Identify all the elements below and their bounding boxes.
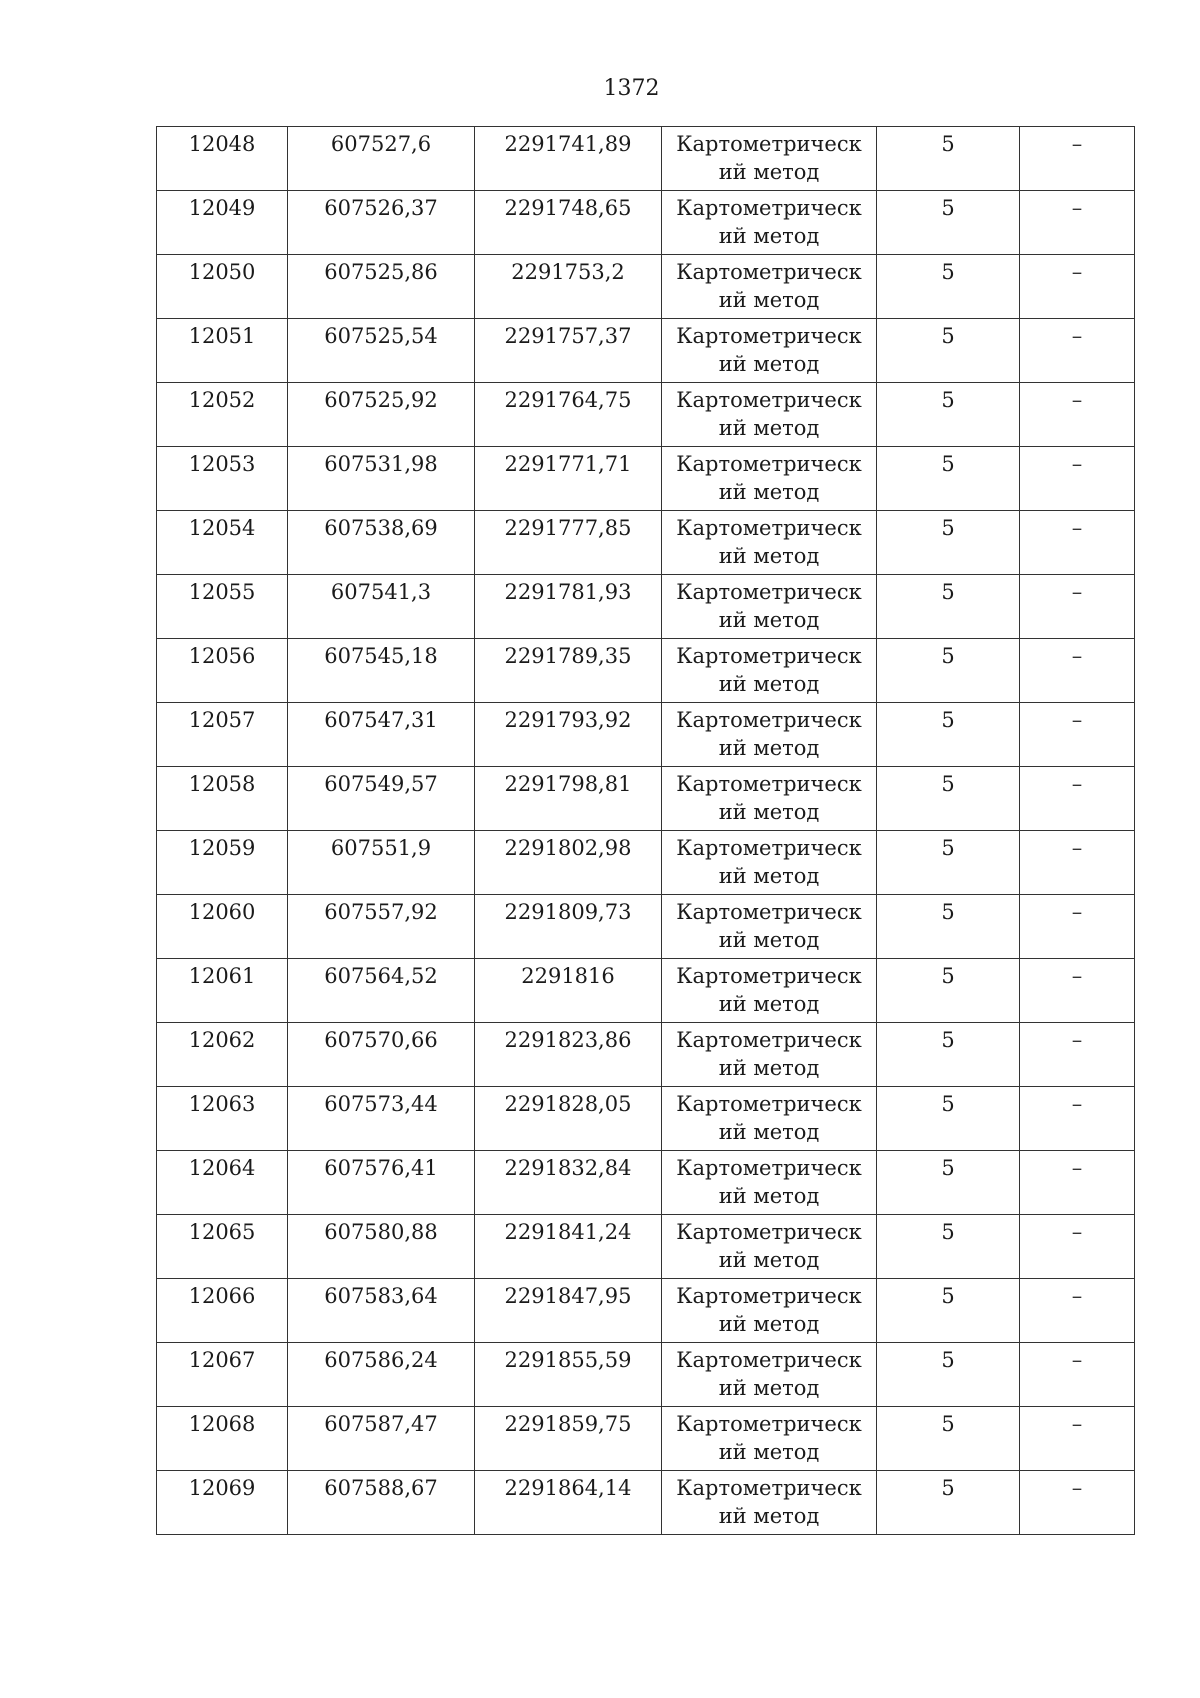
method-cell bbox=[662, 703, 877, 767]
method-text: Картометрический метод bbox=[676, 836, 862, 888]
accuracy-cell: 5 bbox=[877, 1151, 1020, 1215]
table-row bbox=[157, 511, 1135, 575]
description-cell: – bbox=[1020, 191, 1135, 255]
accuracy-cell: 5 bbox=[877, 1343, 1020, 1407]
table-row bbox=[157, 959, 1135, 1023]
method-cell bbox=[662, 767, 877, 831]
coordinate-x-cell: 607538,69 bbox=[288, 511, 475, 575]
accuracy-cell: 5 bbox=[877, 1023, 1020, 1087]
method-text: Картометрический метод bbox=[676, 1348, 862, 1400]
coordinate-y-cell: 2291798,81 bbox=[475, 767, 662, 831]
method-text: Картометрический метод bbox=[676, 324, 862, 376]
coordinate-x-cell: 607545,18 bbox=[288, 639, 475, 703]
description-cell: – bbox=[1020, 127, 1135, 191]
point-number-cell: 12054 bbox=[157, 511, 288, 575]
accuracy-cell: 5 bbox=[877, 703, 1020, 767]
table-row bbox=[157, 1407, 1135, 1471]
table-row bbox=[157, 319, 1135, 383]
method-cell bbox=[662, 831, 877, 895]
method-cell bbox=[662, 1343, 877, 1407]
accuracy-cell: 5 bbox=[877, 319, 1020, 383]
description-cell: – bbox=[1020, 959, 1135, 1023]
coordinate-x-cell: 607525,54 bbox=[288, 319, 475, 383]
coordinate-y-cell: 2291741,89 bbox=[475, 127, 662, 191]
description-cell: – bbox=[1020, 1407, 1135, 1471]
coordinate-x-cell: 607576,41 bbox=[288, 1151, 475, 1215]
method-text: Картометрический метод bbox=[676, 132, 862, 184]
coordinate-y-cell: 2291809,73 bbox=[475, 895, 662, 959]
coordinate-y-cell: 2291832,84 bbox=[475, 1151, 662, 1215]
method-text: Картометрический метод bbox=[676, 260, 862, 312]
coordinate-x-cell: 607551,9 bbox=[288, 831, 475, 895]
coordinate-x-cell: 607573,44 bbox=[288, 1087, 475, 1151]
coordinate-x-cell: 607587,47 bbox=[288, 1407, 475, 1471]
description-cell: – bbox=[1020, 1023, 1135, 1087]
table-row bbox=[157, 703, 1135, 767]
coordinate-x-cell: 607564,52 bbox=[288, 959, 475, 1023]
table-row bbox=[157, 831, 1135, 895]
description-cell: – bbox=[1020, 639, 1135, 703]
method-cell bbox=[662, 575, 877, 639]
method-cell bbox=[662, 447, 877, 511]
table-row bbox=[157, 895, 1135, 959]
coordinate-y-cell: 2291793,92 bbox=[475, 703, 662, 767]
point-number-cell: 12057 bbox=[157, 703, 288, 767]
table-row bbox=[157, 1215, 1135, 1279]
coordinate-y-cell: 2291789,35 bbox=[475, 639, 662, 703]
method-text: Картометрический метод bbox=[676, 1284, 862, 1336]
coordinates-table-body bbox=[157, 127, 1135, 1535]
method-cell bbox=[662, 895, 877, 959]
point-number-cell: 12060 bbox=[157, 895, 288, 959]
coordinate-x-cell: 607541,3 bbox=[288, 575, 475, 639]
description-cell: – bbox=[1020, 1087, 1135, 1151]
point-number-cell: 12050 bbox=[157, 255, 288, 319]
accuracy-cell: 5 bbox=[877, 383, 1020, 447]
method-text: Картометрический метод bbox=[676, 1156, 862, 1208]
method-cell bbox=[662, 1023, 877, 1087]
description-cell: – bbox=[1020, 575, 1135, 639]
coordinate-y-cell: 2291855,59 bbox=[475, 1343, 662, 1407]
description-cell: – bbox=[1020, 319, 1135, 383]
method-text: Картометрический метод bbox=[676, 964, 862, 1016]
accuracy-cell: 5 bbox=[877, 831, 1020, 895]
table-row bbox=[157, 127, 1135, 191]
point-number-cell: 12052 bbox=[157, 383, 288, 447]
method-text: Картометрический метод bbox=[676, 708, 862, 760]
method-cell bbox=[662, 1087, 877, 1151]
point-number-cell: 12065 bbox=[157, 1215, 288, 1279]
point-number-cell: 12048 bbox=[157, 127, 288, 191]
page-number: 1372 bbox=[603, 76, 660, 101]
accuracy-cell: 5 bbox=[877, 639, 1020, 703]
method-text: Картометрический метод bbox=[676, 196, 862, 248]
description-cell: – bbox=[1020, 1151, 1135, 1215]
method-text: Картометрический метод bbox=[676, 516, 862, 568]
method-cell bbox=[662, 1471, 877, 1535]
table-row bbox=[157, 1471, 1135, 1535]
method-text: Картометрический метод bbox=[676, 452, 862, 504]
description-cell: – bbox=[1020, 511, 1135, 575]
accuracy-cell: 5 bbox=[877, 575, 1020, 639]
description-cell: – bbox=[1020, 1343, 1135, 1407]
method-text: Картометрический метод bbox=[676, 388, 862, 440]
coordinate-y-cell: 2291841,24 bbox=[475, 1215, 662, 1279]
method-text: Картометрический метод bbox=[676, 644, 862, 696]
coordinate-x-cell: 607570,66 bbox=[288, 1023, 475, 1087]
description-cell: – bbox=[1020, 1279, 1135, 1343]
coordinate-y-cell: 2291847,95 bbox=[475, 1279, 662, 1343]
description-cell: – bbox=[1020, 447, 1135, 511]
coordinate-x-cell: 607527,6 bbox=[288, 127, 475, 191]
coordinate-y-cell: 2291859,75 bbox=[475, 1407, 662, 1471]
point-number-cell: 12069 bbox=[157, 1471, 288, 1535]
coordinate-x-cell: 607547,31 bbox=[288, 703, 475, 767]
method-cell bbox=[662, 383, 877, 447]
description-cell: – bbox=[1020, 767, 1135, 831]
point-number-cell: 12062 bbox=[157, 1023, 288, 1087]
coordinate-y-cell: 2291771,71 bbox=[475, 447, 662, 511]
method-cell bbox=[662, 1279, 877, 1343]
point-number-cell: 12059 bbox=[157, 831, 288, 895]
accuracy-cell: 5 bbox=[877, 1087, 1020, 1151]
coordinate-x-cell: 607525,86 bbox=[288, 255, 475, 319]
description-cell: – bbox=[1020, 703, 1135, 767]
method-cell bbox=[662, 511, 877, 575]
method-text: Картометрический метод bbox=[676, 1028, 862, 1080]
method-text: Картометрический метод bbox=[676, 900, 862, 952]
method-cell bbox=[662, 959, 877, 1023]
method-cell bbox=[662, 1407, 877, 1471]
table-row bbox=[157, 1151, 1135, 1215]
method-text: Картометрический метод bbox=[676, 580, 862, 632]
coordinate-y-cell: 2291823,86 bbox=[475, 1023, 662, 1087]
method-text: Картометрический метод bbox=[676, 1220, 862, 1272]
table-row bbox=[157, 1343, 1135, 1407]
table-row bbox=[157, 383, 1135, 447]
accuracy-cell: 5 bbox=[877, 127, 1020, 191]
description-cell: – bbox=[1020, 1471, 1135, 1535]
point-number-cell: 12055 bbox=[157, 575, 288, 639]
point-number-cell: 12068 bbox=[157, 1407, 288, 1471]
description-cell: – bbox=[1020, 895, 1135, 959]
method-cell bbox=[662, 255, 877, 319]
description-cell: – bbox=[1020, 383, 1135, 447]
point-number-cell: 12066 bbox=[157, 1279, 288, 1343]
method-text: Картометрический метод bbox=[676, 1476, 862, 1528]
coordinate-x-cell: 607586,24 bbox=[288, 1343, 475, 1407]
point-number-cell: 12061 bbox=[157, 959, 288, 1023]
point-number-cell: 12067 bbox=[157, 1343, 288, 1407]
accuracy-cell: 5 bbox=[877, 447, 1020, 511]
method-cell bbox=[662, 1151, 877, 1215]
accuracy-cell: 5 bbox=[877, 1471, 1020, 1535]
point-number-cell: 12049 bbox=[157, 191, 288, 255]
coordinate-y-cell: 2291753,2 bbox=[475, 255, 662, 319]
method-cell bbox=[662, 319, 877, 383]
table-row bbox=[157, 575, 1135, 639]
coordinate-x-cell: 607549,57 bbox=[288, 767, 475, 831]
table-row bbox=[157, 639, 1135, 703]
coordinate-x-cell: 607583,64 bbox=[288, 1279, 475, 1343]
table-row bbox=[157, 191, 1135, 255]
coordinate-x-cell: 607557,92 bbox=[288, 895, 475, 959]
coordinate-y-cell: 2291757,37 bbox=[475, 319, 662, 383]
table-row bbox=[157, 1087, 1135, 1151]
point-number-cell: 12056 bbox=[157, 639, 288, 703]
point-number-cell: 12064 bbox=[157, 1151, 288, 1215]
description-cell: – bbox=[1020, 1215, 1135, 1279]
coordinate-x-cell: 607526,37 bbox=[288, 191, 475, 255]
point-number-cell: 12063 bbox=[157, 1087, 288, 1151]
method-cell bbox=[662, 639, 877, 703]
method-cell bbox=[662, 1215, 877, 1279]
accuracy-cell: 5 bbox=[877, 1407, 1020, 1471]
coordinate-x-cell: 607531,98 bbox=[288, 447, 475, 511]
coordinate-y-cell: 2291828,05 bbox=[475, 1087, 662, 1151]
coordinate-y-cell: 2291748,65 bbox=[475, 191, 662, 255]
accuracy-cell: 5 bbox=[877, 767, 1020, 831]
description-cell: – bbox=[1020, 255, 1135, 319]
method-text: Картометрический метод bbox=[676, 772, 862, 824]
table-row bbox=[157, 767, 1135, 831]
accuracy-cell: 5 bbox=[877, 255, 1020, 319]
table-row bbox=[157, 1023, 1135, 1087]
table-row bbox=[157, 1279, 1135, 1343]
point-number-cell: 12051 bbox=[157, 319, 288, 383]
coordinate-y-cell: 2291764,75 bbox=[475, 383, 662, 447]
table-row bbox=[157, 255, 1135, 319]
table-row bbox=[157, 447, 1135, 511]
method-cell bbox=[662, 127, 877, 191]
accuracy-cell: 5 bbox=[877, 511, 1020, 575]
accuracy-cell: 5 bbox=[877, 959, 1020, 1023]
method-text: Картометрический метод bbox=[676, 1092, 862, 1144]
coordinate-y-cell: 2291864,14 bbox=[475, 1471, 662, 1535]
coordinate-x-cell: 607525,92 bbox=[288, 383, 475, 447]
method-text: Картометрический метод bbox=[676, 1412, 862, 1464]
description-cell: – bbox=[1020, 831, 1135, 895]
coordinate-x-cell: 607588,67 bbox=[288, 1471, 475, 1535]
accuracy-cell: 5 bbox=[877, 191, 1020, 255]
coordinate-x-cell: 607580,88 bbox=[288, 1215, 475, 1279]
coordinates-table bbox=[156, 126, 1135, 1535]
coordinate-y-cell: 2291816 bbox=[475, 959, 662, 1023]
coordinate-y-cell: 2291781,93 bbox=[475, 575, 662, 639]
accuracy-cell: 5 bbox=[877, 895, 1020, 959]
point-number-cell: 12053 bbox=[157, 447, 288, 511]
method-cell bbox=[662, 191, 877, 255]
coordinate-y-cell: 2291777,85 bbox=[475, 511, 662, 575]
accuracy-cell: 5 bbox=[877, 1215, 1020, 1279]
accuracy-cell: 5 bbox=[877, 1279, 1020, 1343]
coordinate-y-cell: 2291802,98 bbox=[475, 831, 662, 895]
point-number-cell: 12058 bbox=[157, 767, 288, 831]
